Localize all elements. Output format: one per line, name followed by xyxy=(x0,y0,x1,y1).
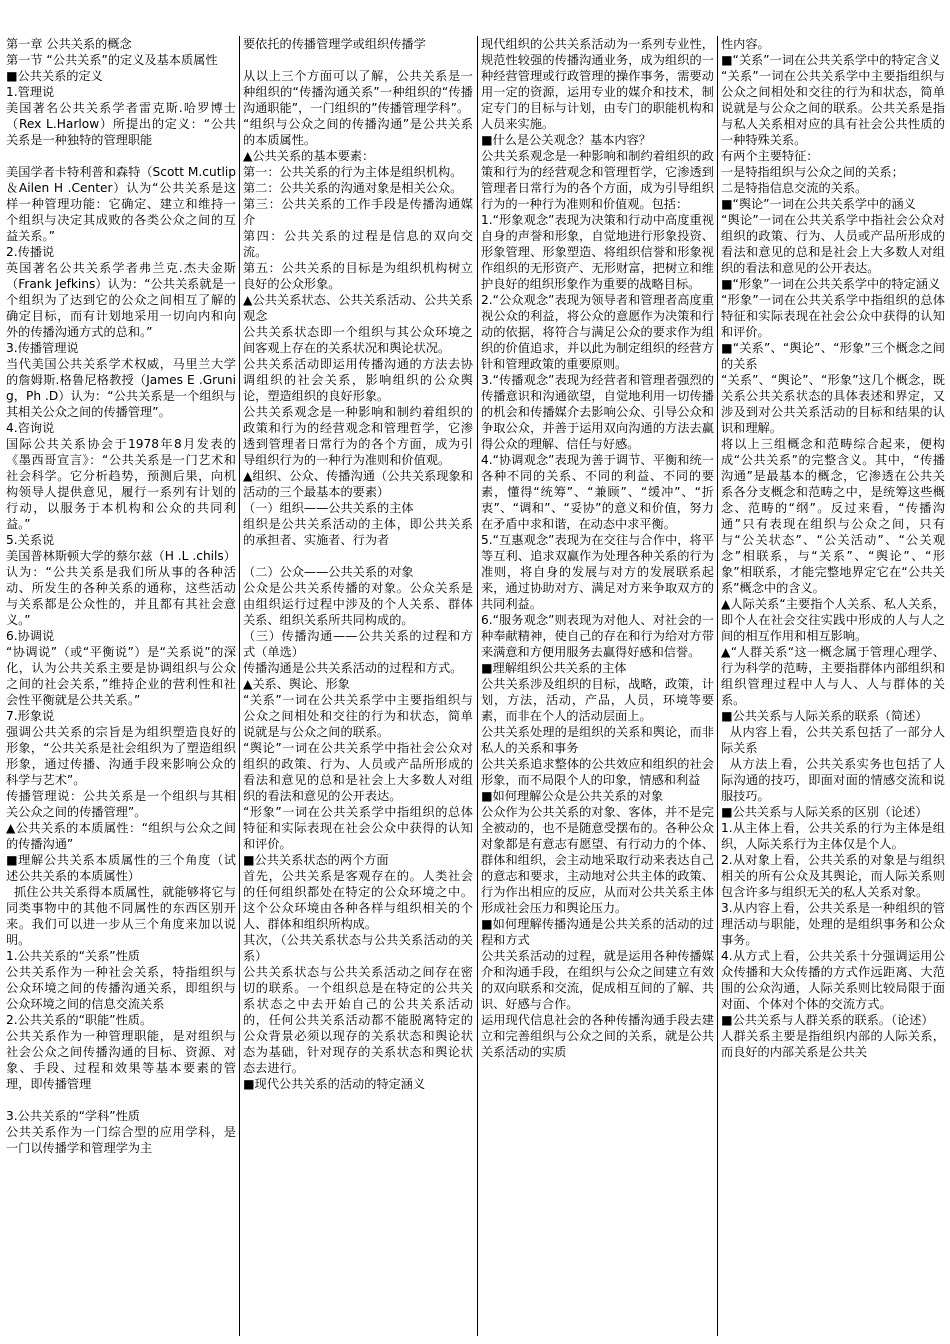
paragraph: “形象”一词在公共关系学中指组织的总体特征和实际表现在社会公众中获得的认知和评价。 xyxy=(721,293,945,339)
paragraph: 第二：公共关系的沟通对象是相关公众。 xyxy=(243,181,463,195)
paragraph: ■“关系”、“舆论”、“形象”三个概念之间的关系 xyxy=(721,341,945,371)
paragraph: 从方法上看，公共关系实务也包括了人际沟通的技巧，即面对面的情感交流和说服技巧。 xyxy=(721,757,945,803)
paragraph: ■现代公共关系的活动的特定涵义 xyxy=(243,1077,426,1091)
paragraph: ■公共关系状态的两个方面 xyxy=(243,853,389,867)
paragraph: ■“形象”一词在公共关系学中的特定涵义 xyxy=(721,277,941,291)
column-divider xyxy=(239,36,240,1336)
paragraph: 当代美国公共关系学术权威，马里兰大学的詹姆斯.格鲁尼格教授（James E .Grunig，Ph .D）认为：“公共关系是一个组织与其相关公众之间的传播管理”。 xyxy=(6,357,236,419)
paragraph: 从以上三个方面可以了解，公共关系是一种组织的“传播沟通关系”一种组织的“传播沟通职能”，一门组织的”传播管理学科”。 xyxy=(243,69,473,115)
paragraph: 人群关系主要是指组织内部的人际关系，而良好的内部关系是公共关 xyxy=(721,1029,945,1059)
paragraph: 3.传播管理说 xyxy=(6,341,79,355)
paragraph: “舆论”一词在公共关系学中指社会公众对组织的政策、行为、人员或产品所形成的看法和意见的总和是社会上大多数人对组织的看法和意见的公开表达。 xyxy=(243,741,473,803)
paragraph: “形象”一词在公共关系学中指组织的总体特征和实际表现在社会公众中获得的认知和评价。 xyxy=(243,805,473,851)
paragraph: 公共关系作为一门综合型的应用学科，是一门以传播学和管理学为主 xyxy=(6,1125,236,1155)
paragraph: 首先，公共关系是客观存在的。人类社会的任何组织都处在特定的公众环境之中。这个公众环境由各种各样与组织相关的个人、群体和组织所构成。 xyxy=(243,869,473,931)
paragraph xyxy=(6,148,236,164)
paragraph: 抓住公共关系得本质属性，就能够将它与同类事物中的其他不同属性的东西区别开来。我们可以进一步从三个角度来加以说明。 xyxy=(6,885,236,947)
paragraph: ■如何理解传播沟通是公共关系的活动的过程和方式 xyxy=(481,917,714,947)
paragraph: ▲关系、舆论、形象 xyxy=(243,677,350,691)
paragraph: ■公共关系的定义 xyxy=(6,69,103,83)
paragraph: 1.“形象观念”表现为决策和行动中高度重视自身的声誉和形象，自觉地进行形象投资、形象管理、形象塑造、将组织信誉和形象视作组织的无形资产、无形财富，把树立和维护良好的组织形象作为重要的战略目标。 xyxy=(481,213,714,291)
paragraph: ▲人际关系“主要指个人关系、私人关系，即个人在社会交往实践中形成的人与人之间的相互作用和相互影响。 xyxy=(721,597,945,643)
paragraph: ▲“人群关系“这一概念属于管理心理学、行为科学的范畴，主要指群体内部组织和组织管理过程中人与人、人与群体的关系。 xyxy=(721,645,945,707)
paragraph: 3.公共关系的“学科”性质 xyxy=(6,1109,140,1123)
paragraph: 6.协调说 xyxy=(6,629,55,643)
paragraph: 英国著名公共关系学者弗兰克.杰夫金斯（Frank Jefkins）认为：“公共关系就是一个组织为了达到它的公众之间相互了解的确定目标，而有计划地采用一切向内和向外的传播沟通方式的总和。” xyxy=(6,261,236,339)
paragraph: ▲公共关系状态、公共关系活动、公共关系观念 xyxy=(243,293,473,323)
paragraph: 一是特指组织与公众之间的关系； xyxy=(721,165,904,179)
paragraph: 运用现代信息社会的各种传播沟通手段去建立和完善组织与公众之间的关系，就是公共关系活动的实质 xyxy=(481,1013,714,1059)
paragraph: 强调公共关系的宗旨是为组织塑造良好的形象，“公共关系是社会组织为了塑造组织形象，通过传播、沟通手段来影响公众的科学与艺术”。 xyxy=(6,725,236,787)
paragraph: 第四：公共关系的过程是信息的双向交流。 xyxy=(243,229,473,259)
paragraph: “舆论”一词在公共关系学中指社会公众对组织的政策、行为、人员或产品所形成的看法和意见的总和是社会上大多数人对组织的看法和意见的公开表达。 xyxy=(721,213,945,275)
paragraph: 有两个主要特征： xyxy=(721,149,819,163)
text-column-1 xyxy=(6,36,236,1338)
paragraph: 要依托的传播管理学或组织传播学 xyxy=(243,37,426,51)
paragraph: 美国著名公共关系学者雷克斯.哈罗博士（Rex L.Harlow）所提出的定义：“公共关系是一种独特的管理职能 xyxy=(6,101,236,147)
paragraph: 公众是公共关系传播的对象。公众关系是由组织运行过程中涉及的个人关系、群体关系、组织关系所共同构成的。 xyxy=(243,581,473,627)
paragraph: 2.从对象上看，公共关系的对象是与组织相关的所有公众及其舆论，而人际关系则包含许多与组织无关的私人关系对象。 xyxy=(721,853,945,899)
paragraph: ▲公共关系的本质属性：“组织与公众之间的传播沟通” xyxy=(6,821,236,851)
paragraph: 第五：公共关系的目标是为组织机构树立良好的公众形象。 xyxy=(243,261,473,291)
paragraph: 传播沟通是公共关系活动的过程和方式。 xyxy=(243,661,463,675)
paragraph: 公共关系处理的是组织的关系和舆论，而非私人的关系和事务 xyxy=(481,725,714,755)
paragraph: 4.从方式上看，公共关系十分强调运用公众传播和大众传播的方式作远距离、大范围的公众沟通，人际关系则比较局限于面对面、个体对个体的交流方式。 xyxy=(721,949,945,1011)
paragraph: “关系”、“舆论”、“形象”这几个概念，既关系公共关系状态的具体表述和界定，又涉及到对公共关系活动的目标和结果的认识和理解。 xyxy=(721,373,945,435)
paragraph: 公共关系涉及组织的目标，战略，政策，计划，方法，活动，产品，人员，环境等要素，而非在个人的活动层面上。 xyxy=(481,677,714,723)
paragraph xyxy=(243,52,473,68)
paragraph: 公共关系作为一种社会关系，特指组织与公众环境之间的传播沟通关系，即组织与公众环境之间的信息交流关系 xyxy=(6,965,236,1011)
paragraph xyxy=(243,548,473,564)
paragraph: ■什么是公关观念？基本内容？ xyxy=(481,133,651,147)
paragraph: 1.从主体上看，公共关系的行为主体是组织，人际关系行为主体仅是个人。 xyxy=(721,821,945,851)
paragraph: 第一：公共关系的行为主体是组织机构。 xyxy=(243,165,463,179)
paragraph: 7.形象说 xyxy=(6,709,55,723)
paragraph: 1.公共关系的“关系”性质 xyxy=(6,949,140,963)
paragraph: 其次，（公共关系状态与公共关系活动的关系） xyxy=(243,933,473,963)
paragraph: ▲公共关系的基本要素： xyxy=(243,149,375,163)
paragraph: ■“舆论”一词在公共关系学中的涵义 xyxy=(721,197,916,211)
paragraph: 2.“公众观念”表现为领导者和管理者高度重视公众的利益，将公众的意愿作为决策和行动的依据，将符合与满足公众的要求作为组织的价值追求，并以此为制定组织的经营方针和管理政策的重要原则。 xyxy=(481,293,714,371)
text-column-4 xyxy=(721,36,945,1338)
paragraph: 公共关系观念是一种影响和制约着组织的政策和行为的经营观念和管理哲学，它渗透到管理者日常行为的各个方面，成为引导组织行为的一种行为准则和价值观。 xyxy=(243,405,473,467)
paragraph: 现代组织的公共关系活动为一系列专业性，规范性较强的传播沟通业务，成为组织的一种经营管理或行政管理的操作事务，需要动用一定的资源，运用专业的媒介和技术，制定专门的目标与计划，由专门的职能机构和人员来实施。 xyxy=(481,37,714,131)
column-divider xyxy=(717,36,718,1336)
paragraph: 公共关系追求整体的公共效应和组织的社会形象，而不局限个人的印象，情感和利益 xyxy=(481,757,714,787)
text-column-2 xyxy=(243,36,473,1338)
paragraph: 组织是公共关系活动的主体，即公共关系的承担者、实施者、行为者 xyxy=(243,517,473,547)
text-column-3 xyxy=(481,36,714,1338)
paragraph: 2.传播说 xyxy=(6,245,55,259)
paragraph: 公众作为公共关系的对象、客体，并不是完全被动的，也不是随意受摆布的。各种公众对象都是有意志有愿望、有行动力的个体、群体和组织，会主动地采取行动来表达自己的意志和要求，主动地对公共主体的政策、行为作出相应的反应，从而对公共关系主体形成社会压力和舆论压力。 xyxy=(481,805,714,915)
paragraph: “协调说”（或“平衡说”）是“关系说”的深化，认为公共关系主要是协调组织与公众之间的社会关系，”维持企业的营利性和社会性平衡就是公共关系。” xyxy=(6,645,236,707)
paragraph: 5.关系说 xyxy=(6,533,55,547)
paragraph: 性内容。 xyxy=(721,37,770,51)
paragraph: “组织与公众之间的传播沟通”是公共关系的本质属性。 xyxy=(243,117,473,147)
paragraph: （一）组织——公共关系的主体 xyxy=(243,501,414,515)
paragraph: 1.管理说 xyxy=(6,85,55,99)
paragraph: 第一章 公共关系的概念 xyxy=(6,37,132,51)
paragraph: 3.“传播观念”表现为经营者和管理者强烈的传播意识和沟通欲望，自觉地利用一切传播的机会和传播媒介去影响公众、引导公众和争取公众，并善于运用双向沟通的方法去赢得公众的理解、信任与好感。 xyxy=(481,373,714,451)
paragraph: 公共关系活动的过程，就是运用各种传播媒介和沟通手段，在组织与公众之间建立有效的双向联系和交流，促成相互间的了解、共识、好感与合作。 xyxy=(481,949,714,1011)
paragraph: 4.“协调观念”表现为善于调节、平衡和统一各种不同的关系、不同的利益、不同的要素，懂得“统筹”、“兼顾”、“缓冲”、“折衷”、“调和”、“妥协”的意义和价值，努力在矛盾中求和谐，在动态中求平衡。 xyxy=(481,453,714,531)
paragraph: 公共关系观念是一种影响和制约着组织的政策和行为的经营观念和管理哲学，它渗透到管理者日常行为的各个方面，成为引导组织行为的一种行为准则和价值观。包括： xyxy=(481,149,714,211)
paragraph: ■理解组织公共关系的主体 xyxy=(481,661,627,675)
paragraph: 国际公共关系协会于1978年8月发表的《墨西哥宣言》：“公共关系是一门艺术和社会科学。它分析趋势，预测后果，向机构领导人提供意见，履行一系列有计划的行动，以服务于本机构和公众的共同利益。” xyxy=(6,437,236,531)
paragraph: ■公共关系与人群关系的联系。（论述） xyxy=(721,1013,934,1027)
paragraph: 2.公共关系的“职能”性质。 xyxy=(6,1013,153,1027)
paragraph: 公共关系状态与公共关系活动之间存在密切的联系。一个组织总是在特定的公共关系状态之中去开始自己的公共关系活动的，任何公共关系活动都不能脱离特定的公众背景必须以现存的关系状态和舆论状态为基础，针对现存的关系状态和舆论状态去进行。 xyxy=(243,965,473,1075)
paragraph: “关系”一词在公共关系学中主要指组织与公众之间相处和交往的行为和状态，简单说就是与公众之间的联系。 xyxy=(243,693,473,739)
paragraph: ■公共关系与人际关系的联系（简述） xyxy=(721,709,928,723)
paragraph: 从内容上看，公共关系包括了一部分人际关系 xyxy=(721,725,945,755)
paragraph: 公共关系活动即运用传播沟通的方法去协调组织的社会关系，影响组织的公众舆论，塑造组织的良好形象。 xyxy=(243,357,473,403)
paragraph: 3.从内容上看，公共关系是一种组织的管理活动与职能，处理的是组织事务和公众事务。 xyxy=(721,901,945,947)
paragraph xyxy=(6,1092,236,1108)
paragraph: ■理解公共关系本质属性的三个角度（试述公共关系的本质属性） xyxy=(6,853,236,883)
paragraph: 传播管理说：公共关系是一个组织与其相关公众之间的传播管理”。 xyxy=(6,789,236,819)
paragraph: 第三：公共关系的工作手段是传播沟通媒介 xyxy=(243,197,473,227)
paragraph: 第一节 “公共关系”的定义及基本质属性 xyxy=(6,53,218,67)
paragraph: ▲组织、公众、传播沟通（公共关系现象和活动的三个最基本的要素） xyxy=(243,469,473,499)
paragraph: ■公共关系与人际关系的区别（论述） xyxy=(721,805,928,819)
paragraph: 美国学者卡特利普和森特（Scott M.cutlip＆Ailen H .Center）认为“公共关系是这样一种管理功能：它确定、建立和维持一个组织与决定其成败的各类公众之间的互益关系。” xyxy=(6,165,236,243)
paragraph: ■如何理解公众是公共关系的对象 xyxy=(481,789,664,803)
column-divider xyxy=(477,36,478,1336)
paragraph: 5.“互惠观念”表现为在交往与合作中，将平等互利、追求双赢作为处理各种关系的行为准则，将自身的发展与对方的发展联系起来，通过协助对方、满足对方来争取双方的共同利益。 xyxy=(481,533,714,611)
paragraph: 将以上三组概念和范畴综合起来，便构成“公共关系”的完整含义。其中，“传播沟通”是最基本的概念，它渗透在公共关系各分支概念和范畴之中，是统筹这些概念、范畴的“纲”。反过来看，“传播沟通”只有表现在组织与公众之间，只有与“公关状态”、“公关活动”、“公关观念”相联系，与“关系”、“舆论”、“形象”相联系，才能完整地界定它在“公共关系”概念中的含义。 xyxy=(721,437,945,595)
paragraph: 4.咨询说 xyxy=(6,421,55,435)
paragraph: （三）传播沟通——公共关系的过程和方式（单选） xyxy=(243,629,473,659)
paragraph: 公共关系作为一种管理职能，是对组织与社会公众之间传播沟通的目标、资源、对象、手段、过程和效果等基本要素的管理，即传播管理 xyxy=(6,1029,236,1091)
paragraph: （二）公众——公共关系的对象 xyxy=(243,565,414,579)
paragraph: 6.“服务观念”则表现为对他人、对社会的一种奉献精神，使自己的存在和行为给对方带来满意和方便用服务去赢得好感和信誉。 xyxy=(481,613,714,659)
paragraph: ■“关系”一词在公共关系学中的特定含义 xyxy=(721,53,941,67)
paragraph: “关系”一词在公共关系学中主要指组织与公众之间相处和交往的行为和状态，简单说就是与公众之间的联系。公共关系是指与私人关系相对应的具有社会公共性质的一种特殊关系。 xyxy=(721,69,945,147)
paragraph: 二是特指信息交流的关系。 xyxy=(721,181,868,195)
paragraph: 公共关系状态即一个组织与其公众环境之间客观上存在的关系状况和舆论状况。 xyxy=(243,325,473,355)
paragraph: 美国普林斯顿大学的蔡尔兹（H .L .chils）认为：“公共关系是我们所从事的各种活动、所发生的各种关系的通称，这些活动与关系都是公众性的，并且都有其社会意义。” xyxy=(6,549,236,627)
